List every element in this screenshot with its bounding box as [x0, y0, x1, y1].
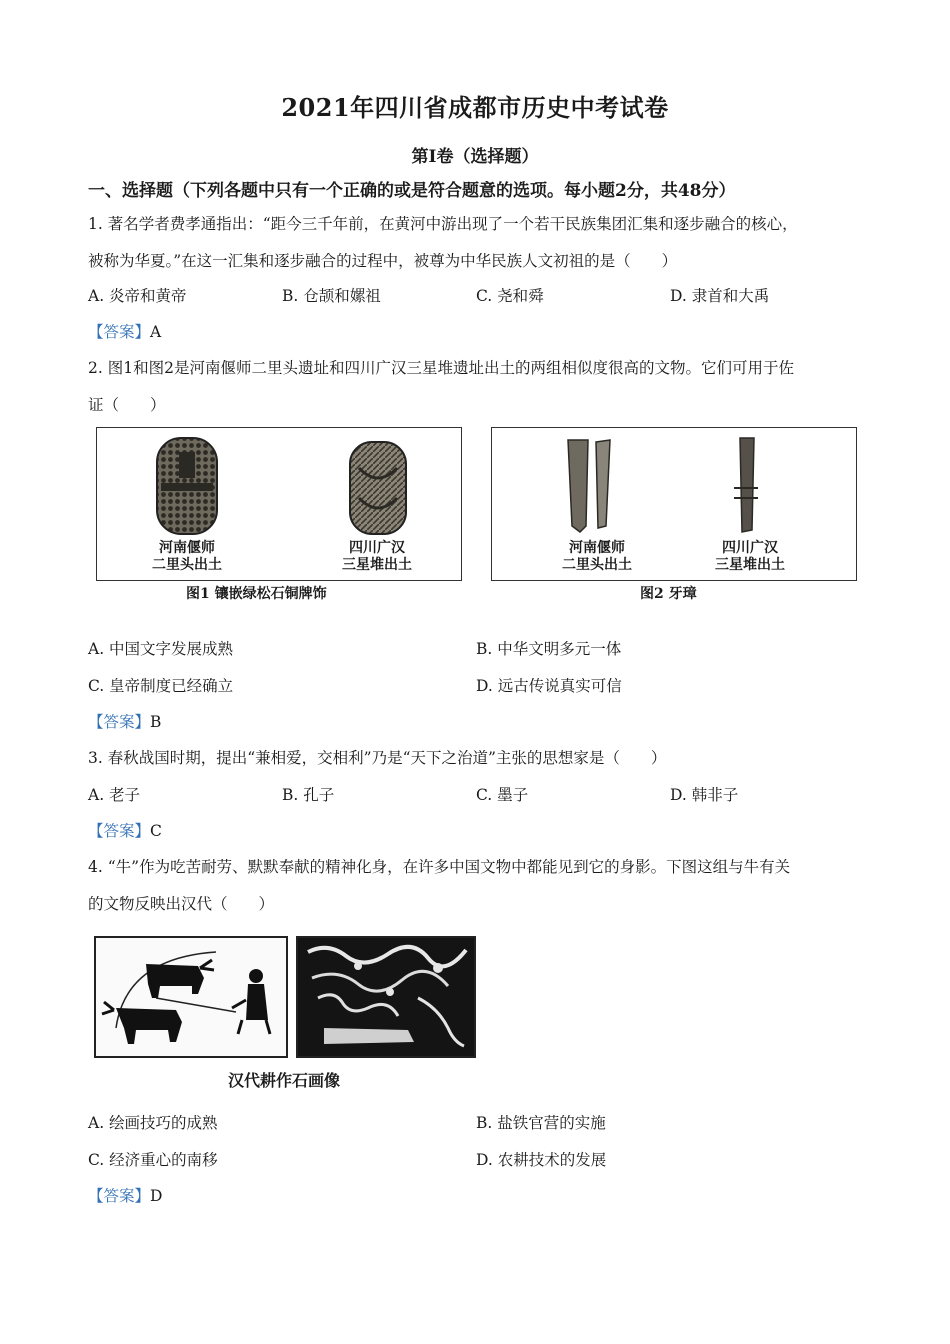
question-4-option-d: D. 农耕技术的发展: [476, 1151, 607, 1169]
volume-heading: 第Ⅰ卷（选择题）: [411, 147, 539, 167]
question-4-line-2: 的文物反映出汉代（ ）: [88, 895, 275, 913]
yazhang-erlitou-a: [568, 440, 588, 532]
answer-value: B: [150, 713, 162, 731]
figure-3-right-image: [296, 936, 476, 1058]
question-1-option-a: A. 炎帝和黄帝: [88, 287, 187, 305]
question-3-option-d: D. 韩非子: [670, 786, 739, 804]
question-2-option-d: D. 远古传说真实可信: [476, 677, 622, 695]
question-1-option-d: D. 隶首和大禹: [670, 287, 770, 305]
figure-2-caption: 图2 牙璋: [640, 586, 697, 602]
question-1-answer: [88, 320, 161, 342]
question-4-option-a: A. 绘画技巧的成熟: [88, 1114, 218, 1132]
question-1-option-c: C. 尧和舜: [476, 287, 544, 305]
answer-tag: 【答案】: [88, 822, 151, 840]
page-title: 2021年四川省成都市历史中考试卷: [281, 93, 669, 122]
answer-value: D: [150, 1187, 163, 1205]
figure-1-right-label: 四川广汉 三星堆出土: [342, 540, 412, 573]
figure-2-left-label: 河南偃师 二里头出土: [562, 540, 632, 573]
question-1-line-1: 1. 著名学者费孝通指出：“距今三千年前，在黄河中游出现了一个若干民族集团汇集和逐步融合的核心，: [88, 215, 798, 233]
yazhang-erlitou-b: [596, 440, 610, 528]
oxen-plowing-illustration: [96, 938, 286, 1056]
question-2-line-1: 2. 图1和图2是河南偃师二里头遗址和四川广汉三星堆遗址出土的两组相似度很高的文物。它们可用于佐: [88, 359, 794, 377]
yazhang-sanxingdui: [740, 438, 754, 532]
answer-tag: 【答案】: [88, 713, 151, 731]
question-3-answer: [88, 819, 162, 841]
question-1-option-b: B. 仓颉和嫘祖: [282, 287, 381, 305]
figure-1-caption: 图1 镶嵌绿松石铜牌饰: [186, 586, 327, 602]
question-3-option-b: B. 孔子: [282, 786, 335, 804]
section-heading: 一、选择题（下列各题中只有一个正确的或是符合题意的选项。每小题2分，共48分）: [88, 181, 736, 201]
answer-tag: 【答案】: [88, 1187, 151, 1205]
question-4-line-1: 4. “牛”作为吃苦耐劳、默默奉献的精神化身，在许多中国文物中都能见到它的身影。下图这组与牛有关: [88, 858, 791, 876]
question-3-option-c: C. 墨子: [476, 786, 529, 804]
answer-tag: 【答案】: [88, 323, 151, 341]
answer-value: C: [150, 822, 162, 840]
question-4-option-b: B. 盐铁官营的实施: [476, 1114, 606, 1132]
question-4-option-c: C. 经济重心的南移: [88, 1151, 218, 1169]
answer-value: A: [150, 323, 162, 341]
question-4-answer: [88, 1184, 162, 1206]
question-2-line-2: 证（ ）: [88, 396, 166, 414]
figure-2-right-label: 四川广汉 三星堆出土: [715, 540, 785, 573]
question-2-option-a: A. 中国文字发展成熟: [88, 640, 234, 658]
question-2-option-c: C. 皇帝制度已经确立: [88, 677, 234, 695]
question-2-option-b: B. 中华文明多元一体: [476, 640, 622, 658]
figure-3-caption: 汉代耕作石画像: [228, 1071, 341, 1090]
stone-relief-rubbing: [298, 938, 474, 1056]
figure-1-left-label: 河南偃师 二里头出土: [152, 540, 222, 573]
figure-3-left-image: [94, 936, 288, 1058]
question-3-option-a: A. 老子: [88, 786, 141, 804]
figure-2-frame: [491, 427, 857, 581]
question-1-line-2: 被称为华夏。”在这一汇集和逐步融合的过程中，被尊为中华民族人文初祖的是（ ）: [88, 252, 678, 270]
question-2-answer: [88, 710, 161, 732]
figure-1-frame: [96, 427, 462, 581]
question-3-line-1: 3. 春秋战国时期，提出“兼相爱，交相利”乃是“天下之治道”主张的思想家是（ ）: [88, 749, 667, 767]
plaque-sanxingdui: [350, 442, 406, 534]
